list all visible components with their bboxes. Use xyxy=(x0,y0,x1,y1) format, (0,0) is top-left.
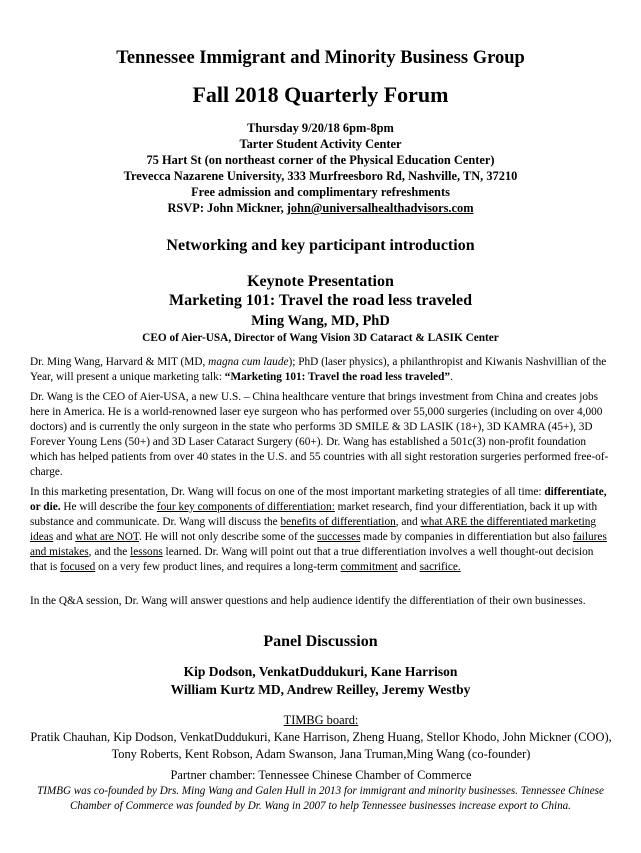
qa-session-paragraph: In the Q&A session, Dr. Wang will answer questions and help audience identify the differentiation of their own businesses. xyxy=(30,595,586,607)
event-admission: Free admission and complimentary refreshments xyxy=(191,185,450,199)
rsvp-label: RSVP: John Mickner, xyxy=(167,201,287,215)
panel-line-2: William Kurtz MD, Andrew Reilley, Jeremy Westby xyxy=(170,682,471,697)
rsvp-email-link[interactable]: john@universalhealthadvisors.com xyxy=(286,201,474,215)
speaker-role: CEO of Aier-USA, Director of Wang Vision 3D Cataract & LASIK Center xyxy=(142,332,499,344)
event-rsvp xyxy=(0,200,641,216)
forum-title: Fall 2018 Quarterly Forum xyxy=(192,82,449,107)
panel-heading: Panel Discussion xyxy=(263,633,378,650)
panel-members xyxy=(0,663,641,699)
presentation-description-paragraph: In this marketing presentation, Dr. Wang will focus on one of the most important marketing strategies of all time: differentiate, or die. He will describe the four key components of differentiation: market research, find your differentiation, back it up with substance and communicate. Dr. Wang will discuss the benefits of differentiation, and what ARE the differentiated marketing ideas and what are NOT. He will not only describe some of the successes made by companies in differentiation but also failures and mistakes, and the lessons learned. Dr. Wang will point out that a true differentiation involves a well thought-out decision that is focused on a very few product lines, and requires a long-term commitment and sacrifice. xyxy=(30,486,607,573)
networking-heading: Networking and key participant introduction xyxy=(166,237,475,254)
keynote-intro-paragraph: Dr. Ming Wang, Harvard & MIT (MD, magna cum laude); PhD (laser physics), a philanthropist and Kiwanis Nashvillian of the Year, will present a unique marketing talk: “Marketing 101: Travel the road less traveled”. xyxy=(30,356,607,383)
event-venue: Tarter Student Activity Center xyxy=(239,137,402,151)
keynote-title: Marketing 101: Travel the road less traveled xyxy=(168,292,473,309)
speaker-name: Ming Wang, MD, PhD xyxy=(251,313,390,329)
panel-line-1: Kip Dodson, VenkatDuddukuri, Kane Harrison xyxy=(183,664,458,679)
footer-note: TIMBG was co-founded by Drs. Ming Wang and Galen Hull in 2013 for immigrant and minority businesses. Tennessee Chinese Chamber of Commerce was founded by Dr. Wang in 2007 to help Tennessee businesses increase export to China. xyxy=(37,785,604,812)
board-members: Pratik Chauhan, Kip Dodson, VenkatDuddukuri, Kane Harrison, Zheng Huang, Stellor Khodo, John Mickner (COO), Tony Roberts, Kent Robson, Adam Swanson, Jana Truman,Ming Wang (co-founder) xyxy=(30,730,612,761)
event-address: 75 Hart St (on northeast corner of the Physical Education Center) xyxy=(146,153,495,167)
event-university: Trevecca Nazarene University, 333 Murfreesboro Rd, Nashville, TN, 37210 xyxy=(123,169,518,183)
event-details xyxy=(0,120,641,216)
board-section xyxy=(30,712,612,784)
event-datetime: Thursday 9/20/18 6pm-8pm xyxy=(247,121,394,135)
speaker-bio-paragraph: Dr. Wang is the CEO of Aier-USA, a new U.S. – China healthcare venture that brings investment from China and creates jobs here in America. He is a world-renowned laser eye surgeon who has performed over 55,000 surgeries (including on over 4,000 doctors) and is currently the only surgeon in the state who performs 3D SMILE & 3D LASIK (18+), 3D KAMRA (45+), 3D Forever Young Lens (50+) and 3D Laser Cataract Surgery (60+). Dr. Wang has established a 501c(3) non-profit foundation which has helped patients from over 40 states in the U.S. and 55 countries with all sight restoration surgeries performed free-of-charge. xyxy=(30,391,609,478)
keynote-heading: Keynote Presentation xyxy=(247,273,394,290)
organization-title: Tennessee Immigrant and Minority Business Group xyxy=(116,48,525,68)
partner-chamber: Partner chamber: Tennessee Chinese Chamber of Commerce xyxy=(170,768,472,782)
board-label: TIMBG board: xyxy=(283,713,359,727)
